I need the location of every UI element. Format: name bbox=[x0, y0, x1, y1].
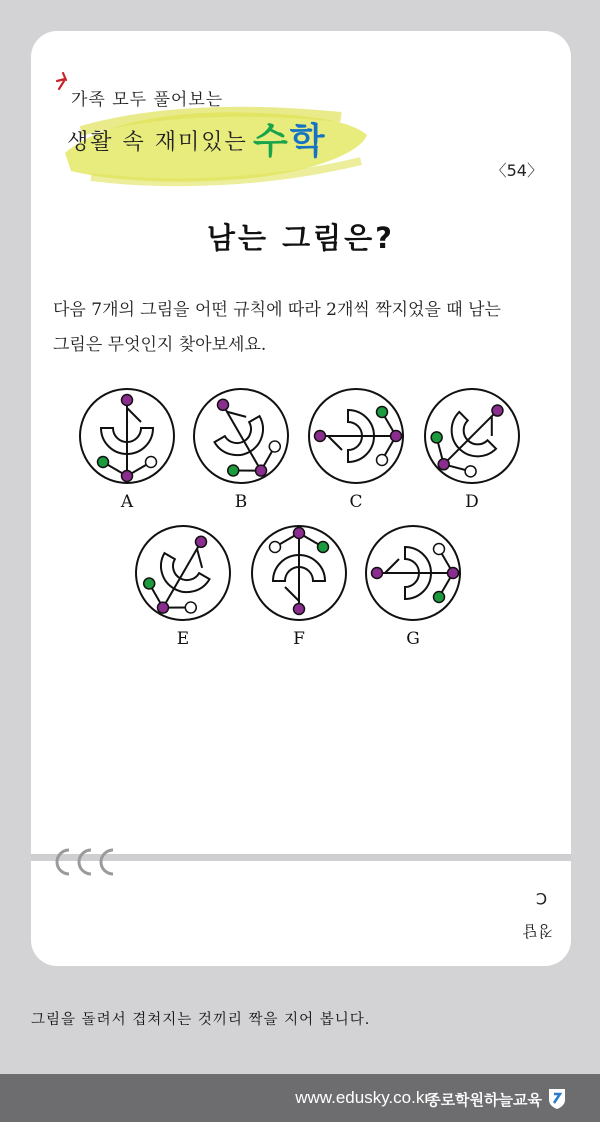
figure-label-d: D bbox=[465, 492, 479, 512]
footer-bar bbox=[0, 1074, 600, 1122]
brand-line1: 가족 모두 풀어보는 bbox=[71, 90, 224, 110]
binder-rings-icon bbox=[51, 844, 121, 884]
puzzle-figures bbox=[31, 31, 571, 671]
question-line-1: 다음 7개의 그림을 어떤 규칙에 따라 2개씩 짝지었을 때 남는 bbox=[53, 300, 501, 320]
figure-label-e: E bbox=[176, 629, 190, 649]
figure-label-f: F bbox=[293, 629, 305, 649]
figure-label-g: G bbox=[406, 629, 420, 649]
figure-a bbox=[80, 389, 174, 483]
figure-c bbox=[309, 389, 403, 483]
figure-label-c: C bbox=[349, 492, 363, 512]
figure-label-b: B bbox=[234, 492, 248, 512]
figure-g bbox=[366, 526, 460, 620]
figure-e bbox=[119, 509, 247, 637]
answer-value: C bbox=[535, 889, 547, 908]
org-logo-icon bbox=[546, 1086, 568, 1110]
puzzle-card bbox=[31, 31, 571, 966]
brand-line2: 생활 속 재미있는 bbox=[67, 130, 248, 155]
figure-b bbox=[177, 372, 305, 500]
footer-org: 종로학원하늘교육 bbox=[426, 1091, 542, 1109]
question-line-2: 그림은 무엇인지 찾아보세요. bbox=[53, 335, 267, 355]
footer-url[interactable]: www.edusky.co.kr bbox=[295, 1088, 430, 1107]
answer-label bbox=[522, 921, 553, 942]
page-title: 남는 그림은? bbox=[207, 221, 395, 255]
figure-f bbox=[252, 526, 346, 620]
brand-math-text-part: 학 bbox=[289, 121, 327, 162]
hint-text: 그림을 돌려서 겹쳐지는 것끼리 짝을 지어 봅니다. bbox=[31, 1012, 371, 1028]
brand-math-text: 수 bbox=[253, 121, 290, 162]
figure-label-a: A bbox=[120, 492, 134, 512]
puzzle-number: 〈54〉 bbox=[490, 161, 543, 180]
answer-label-text: 정답 bbox=[522, 922, 553, 940]
figure-d bbox=[406, 370, 539, 503]
